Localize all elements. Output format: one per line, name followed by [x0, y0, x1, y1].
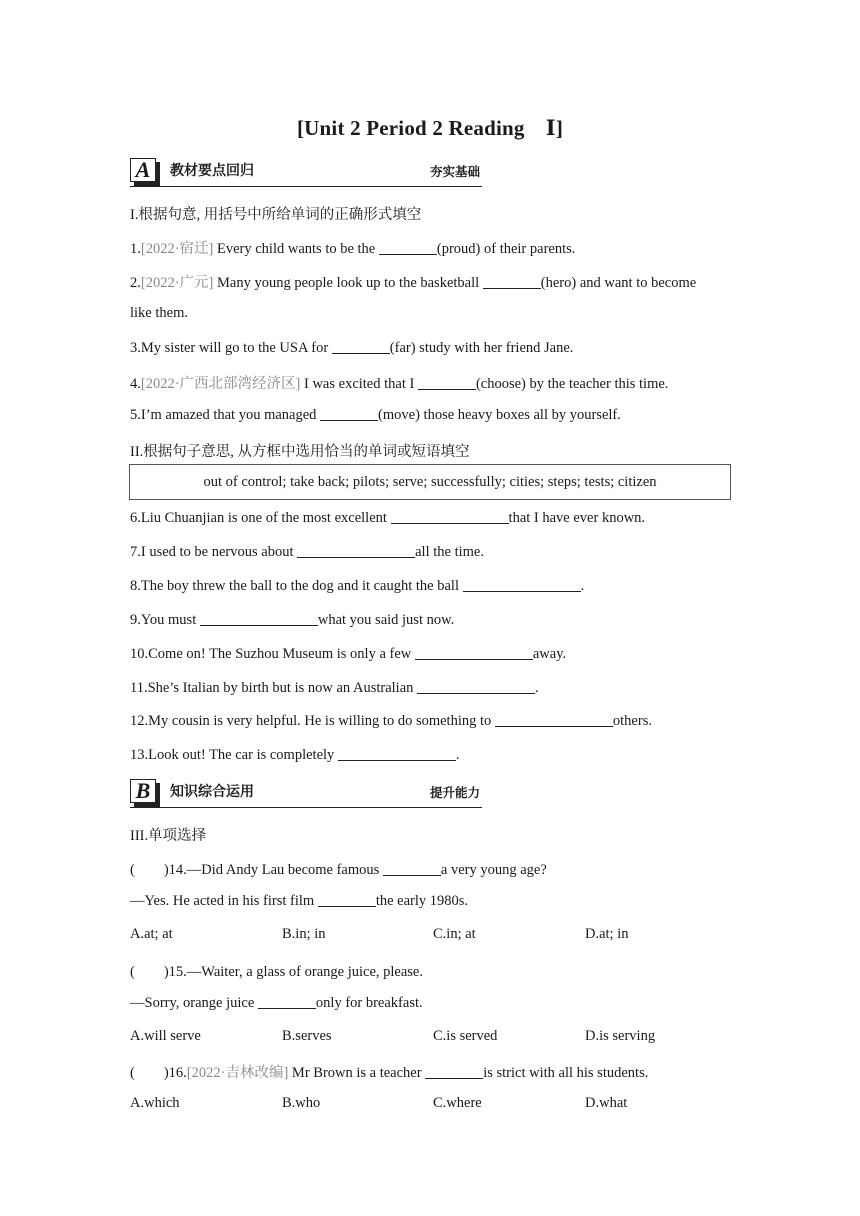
q2-text: Many young people look up to the basketball — [213, 275, 483, 291]
q3-blank[interactable] — [332, 339, 390, 354]
question-16 — [130, 1061, 648, 1082]
q16-answer-paren[interactable]: ( ) — [130, 1065, 169, 1081]
q9-text: 9.You must — [130, 612, 200, 628]
q9-blank[interactable] — [200, 611, 318, 626]
section-a-banner — [130, 156, 482, 187]
q14-option-a[interactable]: A.at; at — [130, 926, 173, 942]
q7-text: 7.I used to be nervous about — [130, 544, 298, 560]
q3-text: 3.My sister will go to the USA for — [130, 340, 332, 356]
q4-text: I was excited that I — [300, 376, 418, 392]
q12-text: 12.My cousin is very helpful. He is willing to do something to — [130, 713, 495, 729]
section-b-tag: 提升能力 — [429, 785, 480, 800]
question-8 — [130, 577, 584, 595]
q1-text-after: (proud) of their parents. — [436, 241, 576, 257]
q4-source: [2022·广西北部湾经济区] — [140, 376, 301, 392]
q7-blank[interactable] — [297, 543, 415, 558]
q15-reply-text: —Sorry, orange juice — [130, 995, 258, 1011]
word-bank-box: out of control; take back; pilots; serve; successfully; cities; steps; tests; citizen — [129, 464, 731, 500]
section-b-banner — [130, 777, 482, 808]
question-5 — [130, 406, 621, 424]
q5-text: 5.I’m amazed that you managed — [130, 407, 321, 423]
q10-blank[interactable] — [415, 645, 533, 660]
q15-reply-after: only for breakfast. — [315, 995, 423, 1011]
q11-text: 11.She’s Italian by birth but is now an Australian — [130, 680, 418, 696]
part1-heading: I.根据句意, 用括号中所给单词的正确形式填空 — [130, 207, 422, 223]
section-a-label: 教材要点回归 — [170, 163, 254, 179]
q14-text: 14.—Did Andy Lau become famous — [168, 862, 383, 878]
section-a-tag: 夯实基础 — [429, 164, 480, 179]
q14-blank-1 — [383, 861, 441, 876]
question-14 — [130, 858, 547, 879]
q1-text: Every child wants to be the — [213, 241, 379, 257]
q15-text: 15.—Waiter, a glass of orange juice, please. — [168, 964, 423, 980]
q8-blank[interactable] — [463, 577, 581, 592]
q6-blank[interactable] — [391, 509, 509, 524]
q13-text-after: . — [455, 747, 460, 763]
q14-reply-text: —Yes. He acted in his first film — [130, 893, 318, 909]
q15-option-d[interactable]: D.is serving — [585, 1028, 656, 1044]
q14-option-d[interactable]: D.at; in — [585, 926, 629, 942]
section-b-label: 知识综合运用 — [170, 784, 254, 800]
q15-answer-paren[interactable]: ( ) — [130, 964, 169, 980]
q2-blank[interactable] — [483, 274, 541, 289]
q16-text-after: is strict with all his students. — [483, 1065, 649, 1081]
q14-blank-2 — [318, 892, 376, 907]
question-6 — [130, 509, 645, 527]
q3-text-after: (far) study with her friend Jane. — [389, 340, 574, 356]
q15-option-b[interactable]: B.serves — [282, 1028, 332, 1044]
q15-blank — [258, 994, 316, 1009]
q2-source: [2022·广元] — [140, 275, 214, 291]
part3-heading: III.单项选择 — [130, 828, 207, 844]
q16-text: Mr Brown is a teacher — [288, 1065, 426, 1081]
q14-option-b[interactable]: B.in; in — [282, 926, 326, 942]
question-13 — [130, 746, 460, 764]
section-a-badge: A — [130, 158, 156, 182]
q16-option-d[interactable]: D.what — [585, 1095, 628, 1111]
q8-text: 8.The boy threw the ball to the dog and it caught the ball — [130, 578, 463, 594]
q15-option-c[interactable]: C.is served — [433, 1028, 498, 1044]
q5-blank[interactable] — [320, 406, 378, 421]
question-9 — [130, 611, 454, 629]
q5-text-after: (move) those heavy boxes all by yourself. — [378, 407, 621, 423]
page-title: [Unit 2 Period 2 Reading Ⅰ] — [296, 116, 564, 140]
q6-text: 6.Liu Chuanjian is one of the most excellent — [130, 510, 391, 526]
q2-continuation: like them. — [130, 305, 188, 321]
q16-option-a[interactable]: A.which — [130, 1095, 180, 1111]
q1-blank[interactable] — [379, 240, 437, 255]
q6-text-after: that I have ever known. — [508, 510, 646, 526]
question-4 — [130, 372, 668, 393]
q10-text: 10.Come on! The Suzhou Museum is only a few — [130, 646, 415, 662]
q8-text-after: . — [580, 578, 585, 594]
q16-option-b[interactable]: B.who — [282, 1095, 321, 1111]
question-11 — [130, 679, 539, 697]
q14-reply — [130, 892, 468, 910]
q12-blank[interactable] — [495, 712, 613, 727]
question-3 — [130, 339, 573, 357]
q11-blank[interactable] — [417, 679, 535, 694]
q15-reply — [130, 994, 423, 1012]
question-1 — [130, 237, 575, 258]
q7-text-after: all the time. — [415, 544, 484, 560]
question-10 — [130, 645, 566, 663]
q4-text-after: (choose) by the teacher this time. — [475, 376, 669, 392]
q1-source: [2022·宿迁] — [140, 241, 214, 257]
q14-option-c[interactable]: C.in; at — [433, 926, 476, 942]
part2-heading: II.根据句子意思, 从方框中选用恰当的单词或短语填空 — [130, 444, 470, 460]
q13-text: 13.Look out! The car is completely — [130, 747, 338, 763]
q16-number: 16. — [168, 1065, 187, 1081]
q9-text-after: what you said just now. — [317, 612, 455, 628]
q11-text-after: . — [535, 680, 539, 696]
question-2 — [130, 271, 696, 292]
question-15 — [130, 960, 423, 981]
q12-text-after: others. — [612, 713, 652, 729]
q14-reply-after: the early 1980s. — [375, 893, 469, 909]
q2-number: 2. — [130, 275, 141, 291]
q16-blank — [425, 1064, 483, 1079]
q14-answer-paren[interactable]: ( ) — [130, 862, 169, 878]
q13-blank[interactable] — [338, 746, 456, 761]
q4-blank[interactable] — [418, 375, 476, 390]
q16-source: [2022·吉林改编] — [186, 1065, 289, 1081]
q10-text-after: away. — [532, 646, 567, 662]
q15-option-a[interactable]: A.will serve — [130, 1028, 201, 1044]
q4-number: 4. — [130, 376, 141, 392]
question-7 — [130, 543, 484, 561]
q1-number: 1. — [130, 241, 141, 257]
q2-text-after: (hero) and want to become — [540, 275, 697, 291]
q16-option-c[interactable]: C.where — [433, 1095, 482, 1111]
question-12 — [130, 712, 652, 730]
section-b-badge: B — [130, 779, 156, 803]
q14-text-after: a very young age? — [440, 862, 547, 878]
